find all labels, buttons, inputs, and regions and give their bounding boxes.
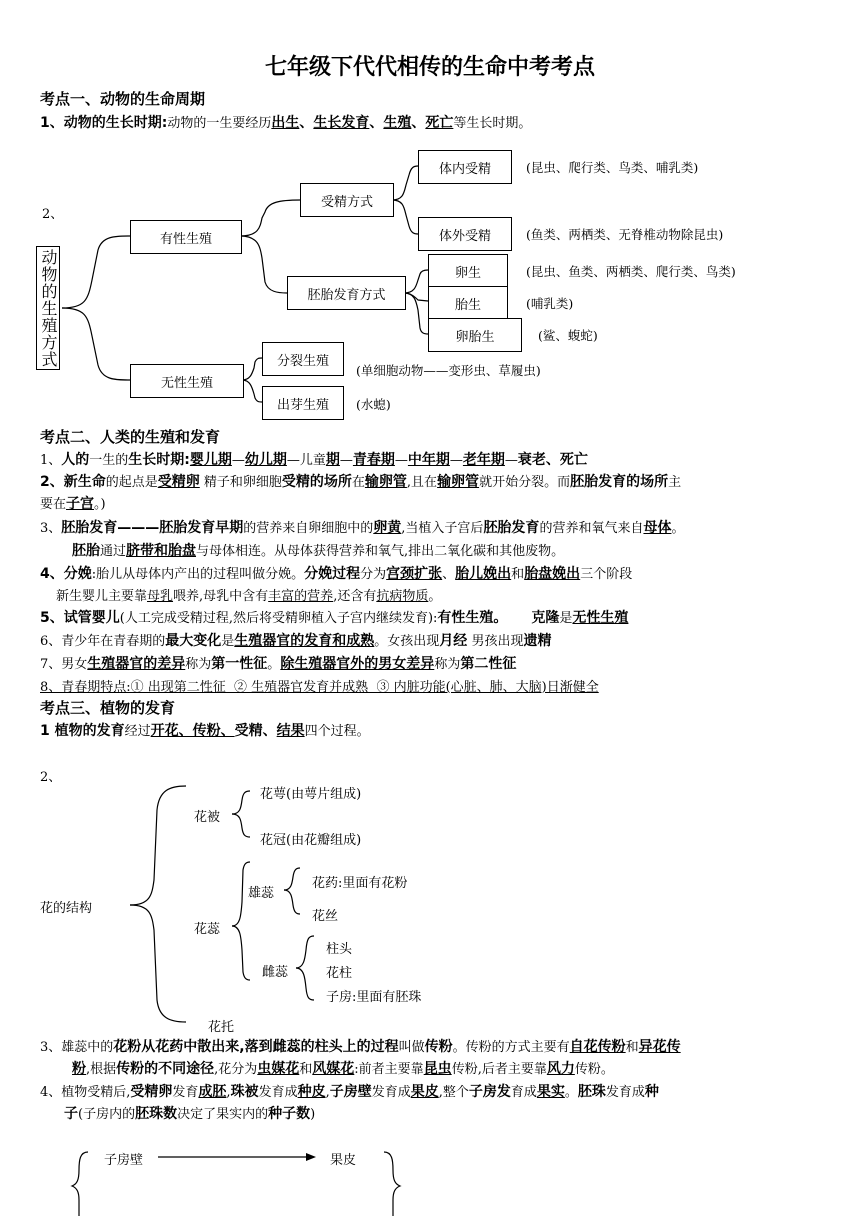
brace-root-bottom	[62, 308, 130, 380]
section-3-heading: 考点三、植物的发育	[40, 699, 176, 717]
s2-line-5	[40, 607, 628, 627]
s2-l4a-seg: 、	[442, 567, 456, 582]
s3-l3b-seg: ,根据	[86, 1062, 117, 1077]
sexual-box: 有性生殖	[130, 220, 242, 254]
s3-l4a-seg: 子房壁	[329, 1084, 372, 1100]
s2-l5-seg: (人工完成受精过程,然后将受精卵植入子宫内继续发育):	[119, 611, 438, 626]
s2-l6-seg: 生殖器官的发育和成熟	[234, 633, 375, 649]
oviparous-note: (昆虫、鱼类、两栖类、爬行类、鸟类)	[526, 264, 736, 279]
brace-asexual-bottom	[242, 380, 262, 402]
s2-l1-seg: 人的	[61, 452, 90, 468]
s2-l1-seg: 1、	[40, 453, 62, 468]
section-2-heading: 考点二、人类的生殖和发育	[40, 428, 221, 446]
flower-structure-root: 花的结构	[40, 901, 93, 916]
s2-line-4a	[40, 563, 632, 583]
s3-l4a-seg: ,	[226, 1085, 231, 1100]
s3-l4a-seg: ,	[325, 1085, 330, 1100]
s2-line-1	[40, 449, 588, 469]
s2-l1-seg: —	[339, 453, 353, 468]
s3-item-2: 2、	[40, 770, 62, 785]
brace-pistil-bottom	[296, 968, 314, 1000]
s2-l4b-seg: 母乳	[147, 589, 174, 604]
s2-l6-seg: 男孩出现	[467, 634, 524, 649]
s2-line-3b	[72, 540, 564, 560]
oviparous-box: 卵生	[428, 254, 508, 288]
s3-l3a-seg: 自花传粉	[569, 1039, 626, 1055]
brace-stamen-top	[284, 868, 300, 890]
external-fert-note: (鱼类、两栖类、无脊椎动物除昆虫)	[526, 227, 724, 242]
s2-l3a-seg: 胚胎发育———胚胎发育早期	[61, 520, 244, 536]
s2-l3b-seg: 通过	[100, 544, 127, 559]
s2-l1-seg: —	[231, 453, 245, 468]
s2-l7-seg: 称为	[185, 657, 212, 672]
s3-l4a-seg: 受精卵	[130, 1084, 173, 1100]
s2-l4b-seg: ,还含有	[333, 589, 377, 604]
s2-l7-seg: 生殖器官的差异	[87, 656, 186, 672]
s3-l4a-seg: 果皮	[410, 1084, 439, 1100]
s2-l3a-seg: 卵黄	[373, 520, 402, 536]
brace-flower-top	[130, 786, 186, 905]
s2-l1-seg: 幼儿期	[244, 452, 287, 468]
s2-l2a-seg: 的起点是	[105, 475, 158, 490]
s3-l3b-seg: 虫媒花	[257, 1061, 300, 1077]
s3-l4a-seg: 种皮	[297, 1084, 326, 1100]
s3-l4a-seg: 。	[564, 1085, 578, 1100]
s3-l3b-seg: 风力	[546, 1061, 575, 1077]
s2-l3a-seg: 3、	[40, 521, 62, 536]
ovary-wall-label: 子房壁	[104, 1153, 144, 1168]
s2-l1-seg: 老年期	[462, 452, 505, 468]
s2-l3a-seg: ,当植入子宫后	[401, 521, 484, 536]
s2-l2a-seg: 主	[668, 475, 682, 490]
s2-l2a-seg: 就开始分裂。而	[479, 475, 571, 490]
s2-l3b-seg: 与母体相连。从母体获得营养和氧气,排出二氧化碳和其他废物。	[196, 544, 565, 559]
s2-l2a-seg: ,且在	[406, 475, 438, 490]
brace-fert-top	[392, 166, 418, 200]
s2-l1-seg: —	[449, 453, 463, 468]
s3-l3a-seg: 叫做	[398, 1040, 425, 1055]
receptacle-label: 花托	[208, 1020, 235, 1035]
s3-l3a-seg: 。传粉的方式主要有	[452, 1040, 570, 1055]
calyx-label: 花萼(由萼片组成)	[260, 787, 362, 802]
s3-l4a-seg: 果实	[536, 1084, 565, 1100]
s2-l4b-seg: 。	[428, 589, 442, 604]
s2-l2a-seg: 输卵管	[364, 474, 407, 490]
s3-l3b-seg: :前者主要靠	[354, 1062, 424, 1077]
s2-line-8: 8、青春期特点:① 出现第二性征 ② 生殖器官发育并成熟 ③ 内脏功能(心脏、肺、大脑)日渐健全	[40, 680, 599, 695]
asexual-box: 无性生殖	[130, 364, 244, 398]
brace-sexual-top	[240, 200, 300, 236]
s2-l3a-seg: 胚胎发育	[483, 520, 540, 536]
s2-l3b-seg: 脐带和胎盘	[126, 543, 197, 559]
s2-l5-seg: 有性生殖。	[437, 610, 508, 626]
brace-stamen-bottom	[284, 890, 300, 914]
fission-box: 分裂生殖	[262, 342, 344, 376]
s1-l1-post: 等生长时期。	[453, 116, 532, 131]
s3-l4b-seg: )	[310, 1107, 316, 1122]
s2-l4b-seg: 新生婴儿主要靠	[56, 589, 148, 604]
s2-line-3a	[40, 517, 684, 537]
s3-l1-seg: 开花、传粉、	[150, 723, 235, 739]
anther-label: 花药:里面有花粉	[312, 876, 408, 891]
s3-l4b-seg: 子	[64, 1106, 78, 1122]
s3-l3a-seg: 传粉	[424, 1039, 453, 1055]
brace-embryo-mid	[404, 293, 428, 301]
s3-l1-seg: 四个过程。	[304, 724, 370, 739]
corolla-label: 花冠(由花瓣组成)	[260, 833, 362, 848]
s1-l1-k3: 生殖	[383, 115, 412, 131]
s3-l4a-seg: 成胚	[198, 1084, 227, 1100]
s3-l3b-seg: 粉	[72, 1061, 86, 1077]
s2-l7-seg: 称为	[434, 657, 461, 672]
s3-l1-seg: 1 植物的发育	[40, 723, 125, 739]
brace-fruit-right	[384, 1152, 400, 1216]
s3-l3b-seg: ,花分为	[214, 1062, 258, 1077]
brace-pistil-top	[296, 936, 314, 968]
s2-line-6	[40, 630, 551, 650]
s3-l4b-seg: 种子数	[268, 1106, 311, 1122]
fission-note: (单细胞动物——变形虫、草履虫)	[356, 363, 541, 378]
s1-l1-s2: 、	[369, 115, 384, 131]
s3-l4a-seg: 发育	[172, 1085, 199, 1100]
brace-fert-bottom	[392, 200, 418, 234]
s2-l7-seg: 7、男女	[40, 657, 88, 672]
s2-l5-seg: 5、试管婴儿	[40, 610, 120, 626]
s3-line-4b	[64, 1103, 315, 1123]
s3-l4a-seg: ,整个	[438, 1085, 469, 1100]
brace-embryo-top	[404, 270, 428, 293]
pericarp-label: 果皮	[330, 1153, 357, 1168]
s3-l3b-seg: 传粉的不同途径	[116, 1061, 215, 1077]
brace-perianth-bottom	[232, 814, 250, 837]
internal-fert-note: (昆虫、爬行类、鸟类、哺乳类)	[526, 160, 699, 175]
s3-l4a-seg: 胚珠	[577, 1084, 606, 1100]
brace-fruit-left	[72, 1152, 88, 1216]
s3-line-3a	[40, 1036, 681, 1056]
s2-l4a-seg: 和	[511, 567, 525, 582]
ovoviviparous-note: (鲨、蝮蛇)	[538, 328, 598, 343]
s2-l7-seg: 除生殖器官外的男女差异	[280, 656, 435, 672]
s3-l3a-seg: 3、雄蕊中的	[40, 1040, 114, 1055]
s3-l4a-seg: 育成	[510, 1085, 537, 1100]
s1-l1-k4: 死亡	[425, 115, 454, 131]
brace-embryo-bottom	[404, 293, 428, 334]
s2-l7-seg: 第二性征	[460, 656, 517, 672]
brace-sexual-bottom	[240, 236, 287, 293]
s2-l1-seg: —儿童	[286, 453, 326, 468]
s2-l4a-seg: 胎盘娩出	[524, 566, 581, 582]
s3-l4b-seg: 决定了果实内的	[177, 1107, 269, 1122]
s2-l4a-seg: 胎儿娩出	[455, 566, 512, 582]
viviparous-note: (哺乳类)	[526, 296, 574, 311]
s3-line-3b	[72, 1058, 614, 1078]
s2-l6-seg: 是	[221, 634, 235, 649]
s2-l3a-seg: 母体	[643, 520, 672, 536]
s2-l1-seg: 期	[325, 452, 340, 468]
s1-l1-pre: 动物的一生要经历	[167, 116, 272, 131]
s2-l2a-seg: 胚胎发育的场所	[570, 474, 669, 490]
ovary-label: 子房:里面有胚珠	[326, 990, 422, 1005]
s2-l3a-seg: 的营养来自卵细胞中的	[243, 521, 374, 536]
s3-l3b-seg: 风媒花	[312, 1061, 355, 1077]
s1-l1-k2: 生长发育	[313, 115, 370, 131]
page-title: 七年级下代代相传的生命中考考点	[264, 55, 595, 80]
s3-l4a-seg: 种	[644, 1084, 659, 1100]
s2-l1-seg: 婴儿期	[189, 452, 232, 468]
s3-l3b-seg: 和	[299, 1062, 313, 1077]
fertilization-box: 受精方式	[300, 183, 394, 217]
brace-flower-bottom	[130, 905, 186, 1022]
s2-l5-seg: 是	[559, 611, 573, 626]
s2-l6-seg: 。女孩出现	[374, 634, 440, 649]
s3-l3b-seg: 传粉,后者主要靠	[451, 1062, 547, 1077]
s3-line-4a	[40, 1081, 659, 1101]
s2-l2b-seg: 子宫	[66, 496, 95, 512]
s1-l1-s1: 、	[299, 115, 314, 131]
s2-l4b-seg: 喂养,母乳中含有	[173, 589, 269, 604]
s2-l2a-seg: 输卵管	[437, 474, 480, 490]
s1-l1-label: 1、动物的生长时期:	[40, 115, 168, 131]
s2-line-7	[40, 653, 516, 673]
s2-l1-seg: —	[394, 453, 408, 468]
s2-l7-seg: 。	[267, 657, 281, 672]
perianth-label: 花被	[194, 810, 221, 825]
s3-l3a-seg: 异花传	[638, 1039, 681, 1055]
s2-l3a-seg: 。	[671, 521, 685, 536]
s2-l2a-seg: 在	[351, 475, 365, 490]
s3-l4b-seg: (子房内的	[78, 1107, 136, 1122]
section-1-heading: 考点一、动物的生命周期	[40, 90, 206, 108]
s3-l1-seg: 受精、	[234, 723, 277, 739]
s2-l2a-seg: 受精的场所	[281, 474, 352, 490]
s3-line-1	[40, 720, 370, 740]
s2-line-2a	[40, 471, 681, 491]
ovoviviparous-box: 卵胎生	[428, 318, 522, 352]
s2-l7-seg: 第一性征	[211, 656, 268, 672]
budding-box: 出芽生殖	[262, 386, 344, 420]
s2-l1-seg: 一生的	[89, 453, 129, 468]
filament-label: 花丝	[312, 909, 339, 924]
s2-l4a-seg: 分娩过程	[304, 566, 361, 582]
s3-l1-seg: 经过	[124, 724, 151, 739]
s3-l4a-seg: 发育成	[371, 1085, 411, 1100]
s2-l5-seg: 无性生殖	[572, 610, 629, 626]
s2-l4a-seg: 分为	[360, 567, 387, 582]
stigma-label: 柱头	[326, 942, 353, 957]
s2-l1-seg: 衰老、死亡	[517, 452, 588, 468]
s1-item-2: 2、	[42, 207, 64, 222]
s2-l4a-seg: 三个阶段	[580, 567, 633, 582]
stamen-pistil-label: 花蕊	[194, 922, 221, 937]
s2-l4a-seg: 4、分娩	[40, 566, 92, 582]
s3-l4b-seg: 胚珠数	[135, 1106, 178, 1122]
s2-l1-seg: 生长时期:	[128, 452, 190, 468]
s3-l3a-seg: 和	[625, 1040, 639, 1055]
s3-l3a-seg: 花粉从花药中散出来,落到雌蕊的柱头上的过程	[113, 1039, 399, 1055]
brace-asexual-top	[242, 358, 262, 380]
s2-l6-seg: 6、青少年在青春期的	[40, 634, 166, 649]
s2-l1-seg: 中年期	[407, 452, 450, 468]
s2-l4a-seg: :胎儿从母体内产出的过程叫做分娩。	[91, 567, 305, 582]
s2-l4b-seg: 抗病物质	[376, 589, 429, 604]
brace-root-top	[62, 236, 130, 308]
arrowhead	[306, 1153, 316, 1161]
s2-l2a-seg: 受精卵	[157, 474, 200, 490]
s2-l1-seg: 青春期	[352, 452, 395, 468]
s3-l4a-seg: 子房发	[468, 1084, 511, 1100]
s1-l1-s3: 、	[411, 115, 426, 131]
brace-perianth-top	[232, 791, 250, 814]
s3-l4a-seg: 发育成	[605, 1085, 645, 1100]
s2-l1-seg: —	[504, 453, 518, 468]
budding-note: (水螅)	[356, 397, 391, 412]
internal-fert-box: 体内受精	[418, 150, 512, 184]
s2-line-2b	[40, 493, 106, 513]
viviparous-box: 胎生	[428, 286, 508, 320]
s2-line-4b	[56, 585, 441, 604]
s1-l1-k1: 出生	[271, 115, 300, 131]
stamen-label: 雄蕊	[248, 886, 275, 901]
s2-l2b-seg: 。)	[94, 497, 106, 512]
brace-stamenpistil-bottom	[232, 926, 250, 980]
s2-l6-seg: 月经	[439, 633, 468, 649]
s2-l4b-seg: 丰富的营养	[268, 589, 334, 604]
s2-l4a-seg: 宫颈扩张	[386, 566, 443, 582]
s3-l4a-seg: 珠被	[230, 1084, 259, 1100]
external-fert-box: 体外受精	[418, 217, 512, 251]
s2-l3b-seg: 胚胎	[72, 543, 100, 559]
s2-l5-seg: 克隆	[531, 610, 560, 626]
reproduction-root-box: 动物的生殖方式	[36, 246, 60, 370]
pistil-label: 雌蕊	[262, 965, 289, 980]
s2-l2a-seg: 2、新生命	[40, 474, 106, 490]
s2-l2a-seg: 精子和卵细胞	[199, 475, 282, 490]
s2-l6-seg: 最大变化	[165, 633, 222, 649]
s3-l4a-seg: 4、植物受精后,	[40, 1085, 131, 1100]
s3-l3b-seg: 传粉。	[574, 1062, 614, 1077]
embryo-box: 胚胎发育方式	[287, 276, 406, 310]
style-label: 花柱	[326, 966, 353, 981]
s3-l1-seg: 结果	[276, 723, 305, 739]
s2-l2b-seg: 要在	[40, 497, 67, 512]
s3-l3b-seg: 昆虫	[423, 1061, 452, 1077]
s2-l3a-seg: 的营养和氧气来自	[539, 521, 644, 536]
s3-l4a-seg: 发育成	[258, 1085, 298, 1100]
s2-l6-seg: 遗精	[523, 633, 552, 649]
